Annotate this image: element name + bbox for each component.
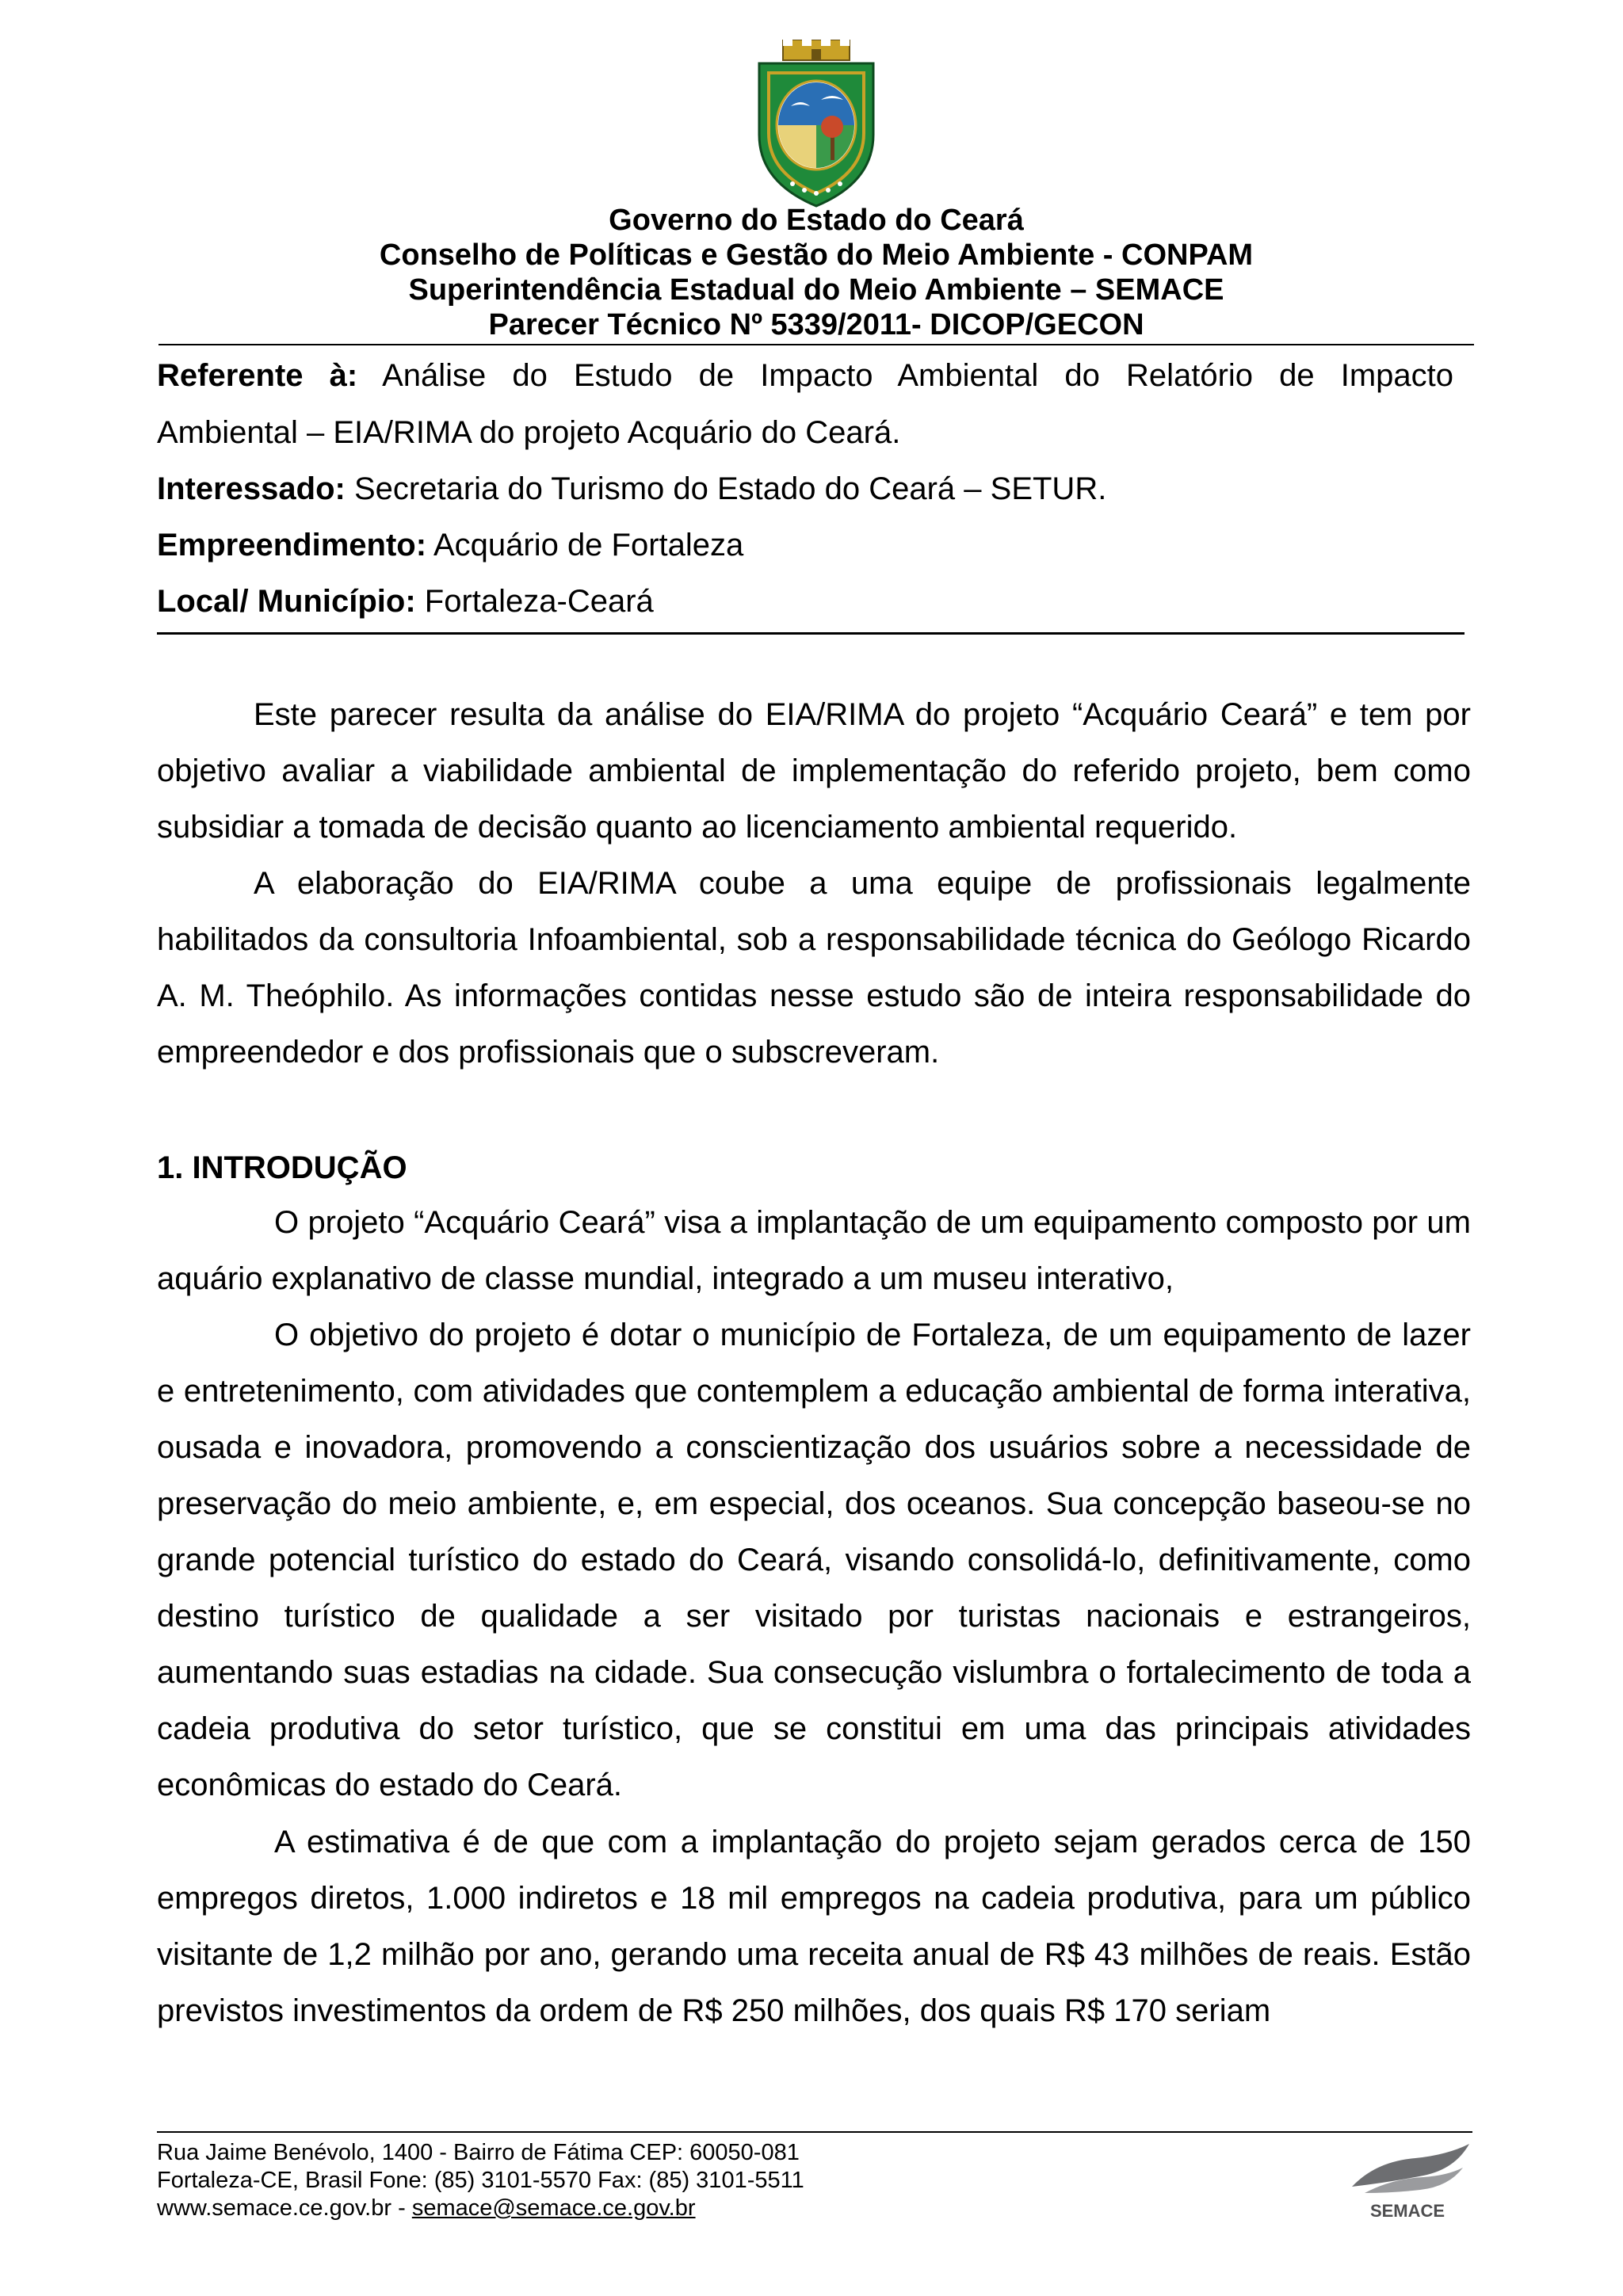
footer-separator: -: [391, 2195, 412, 2221]
empreendimento-value: Acquário de Fortaleza: [433, 528, 744, 563]
footer-address: [157, 2139, 804, 2222]
paragraph-intro-2: A elaboração do EIA/RIMA coube a uma equipe de profissionais legalmente habilitados da consultoria Infoambiental, sob a responsabilidade técnica do Geólogo Ricardo A. M. Theóphilo. As informações contidas nesse estudo são de inteira responsabilidade do empreendedor e dos profissionais que o subscreveram.: [157, 866, 1471, 1070]
footer-city-phone: Fortaleza-CE, Brasil Fone: (85) 3101-5570 Fax: (85) 3101-5511: [157, 2168, 804, 2193]
empreendimento-label: Empreendimento:: [157, 528, 427, 563]
header-opinion-number: Parecer Técnico Nº 5339/2011- DICOP/GECON: [488, 308, 1144, 341]
section-title-introducao: 1. INTRODUÇÃO: [157, 1150, 407, 1185]
document-header: [158, 203, 1474, 342]
meta-empreendimento: [157, 528, 1453, 563]
semace-logo-text: SEMACE: [1369, 2201, 1445, 2221]
paragraph-project-objective: O objetivo do projeto é dotar o município de Fortaleza, de um equipamento de lazer e entretenimento, com atividades que contemplem a educação ambiental de forma interativa, ousada e inovadora, promovendo a conscientização dos usuários sobre a necessidade de preservação do meio ambiente, e, em especial, dos oceanos. Sua concepção baseou-se no grande potencial turístico do estado do Ceará, visando consolidá-lo, definitivamente, como destino turístico de qualidade a ser visitado por turistas nacionais e estrangeiros, aumentando suas estadias na cidade. Sua consecução vislumbra o fortalecimento de toda a cadeia produtiva do setor turístico, que se constitui em uma das principais atividades econômicas do estado do Ceará.: [157, 1318, 1471, 1802]
paragraph-intro-1: Este parecer resulta da análise do EIA/RIMA do projeto “Acquário Ceará” e tem por objetivo avaliar a viabilidade ambiental de implementação do referido projeto, bem como subsidiar a tomada de decisão quanto ao licenciamento ambiental requerido.: [157, 697, 1471, 845]
meta-referente-line1: [157, 358, 1453, 393]
footer-street: Rua Jaime Benévolo, 1400 - Bairro de Fátima CEP: 60050-081: [157, 2140, 800, 2165]
paragraph-project-description: O projeto “Acquário Ceará” visa a implantação de um equipamento composto por um aquário explanativo de classe mundial, integrado a um museu interativo,: [157, 1205, 1471, 1296]
paragraph-estimates: A estimativa é de que com a implantação do projeto sejam gerados cerca de 150 empregos diretos, 1.000 indiretos e 18 mil empregos na cadeia produtiva, para um público visitante de 1,2 milhão por ano, gerando uma receita anual de R$ 43 milhões de reais. Estão previstos investimentos da ordem de R$ 250 milhões, dos quais R$ 170 seriam: [157, 1825, 1471, 2028]
local-label: Local/ Município:: [157, 584, 416, 619]
header-superintendence: Superintendência Estadual do Meio Ambiente – SEMACE: [408, 273, 1224, 307]
footer-contacts: [157, 2195, 804, 2222]
referente-value-2: Ambiental – EIA/RIMA do projeto Acquário do Ceará.: [157, 415, 901, 450]
meta-local: [157, 584, 1453, 619]
local-value: Fortaleza-Ceará: [424, 584, 654, 619]
state-coat-of-arms: [745, 40, 888, 210]
meta-divider: [157, 632, 1465, 635]
interessado-label: Interessado:: [157, 471, 346, 506]
header-government: Governo do Estado do Ceará: [609, 204, 1024, 237]
header-divider: [158, 344, 1474, 345]
semace-logo: [1344, 2138, 1471, 2223]
referente-value-1: Análise do Estudo de Impacto Ambiental do Relatório de Impacto: [382, 358, 1454, 393]
footer-email-link[interactable]: semace@semace.ce.gov.br: [411, 2195, 696, 2221]
header-council: Conselho de Políticas e Gestão do Meio Ambiente - CONPAM: [379, 238, 1254, 272]
referente-label: Referente à:: [157, 358, 358, 393]
meta-interessado: [157, 471, 1453, 506]
interessado-value: Secretaria do Turismo do Estado do Ceará – SETUR.: [353, 471, 1107, 506]
footer-divider: [157, 2131, 1472, 2133]
footer-website[interactable]: www.semace.ce.gov.br: [157, 2195, 392, 2221]
